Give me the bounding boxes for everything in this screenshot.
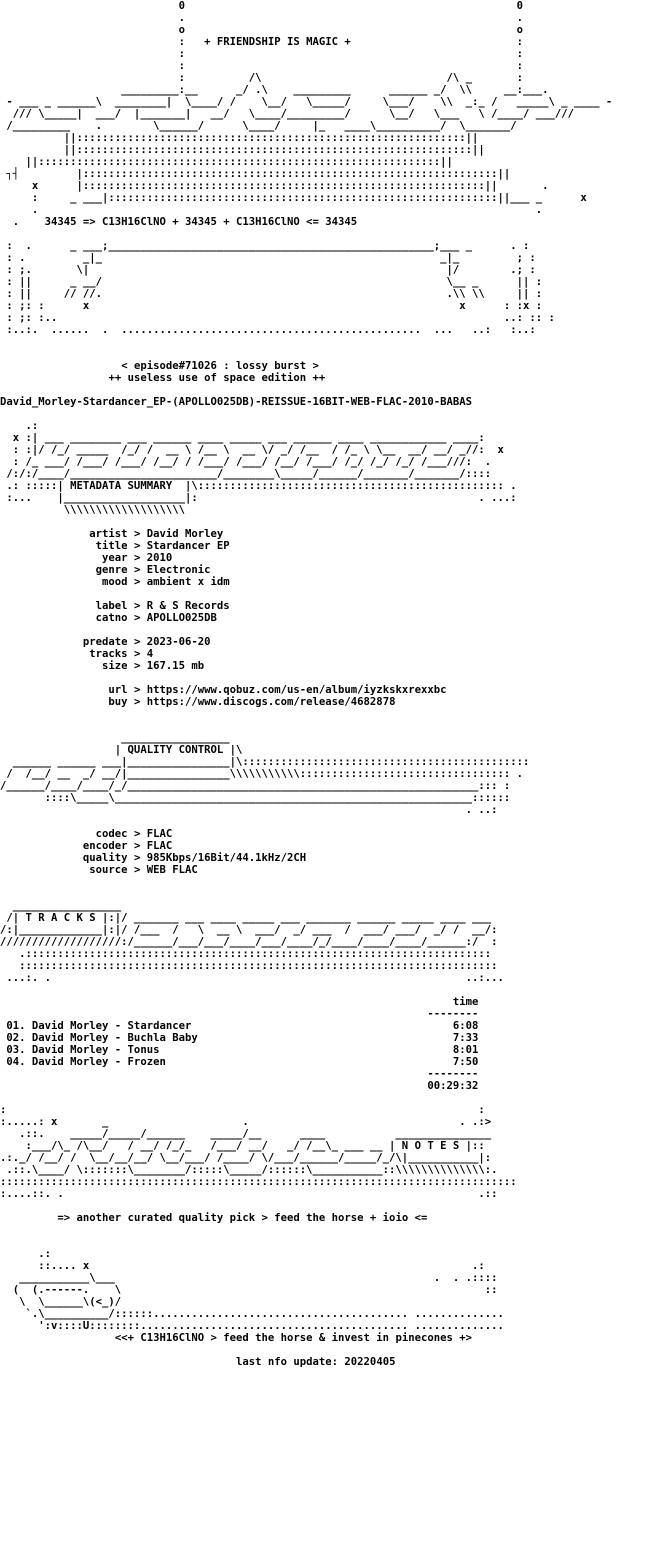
metadata-key: year	[31, 552, 128, 564]
quality-key: quality	[31, 852, 128, 864]
track-time: 6:08	[452, 1020, 479, 1032]
header-art: 0 0 . . o o : + FRIENDSHIP IS MAGIC + : : : : : : /\ /\ _ : _________:__ _/ .\ _________ ______ _/ \\ __:___. - ___ _ ______\ ________| \____/ / \__/ \_____/ \___/ \\ _:_ / _____\ _ ____ - /// \_____| ___/ |_______| __/ \____/_________/ \__/ \___ \ /____/ ___/// /_________ . \______/ \____/ |_ ____\__________/ \_______/ ||:::::::::::::::::::::::::::::::::::::::::::::::::::::::::::::|| ||::::::::::::::::::::::::::::::::::::::::::::::::::::::::::::::||	[6, 0, 613, 156]
metadata-row: url > https://www.qobuz.com/us-en/album/iyzkskxrexxbc	[31, 684, 447, 696]
track-title: 02. David Morley - Buchla Baby	[0, 1032, 453, 1044]
metadata-row: size > 167.15 mb	[31, 660, 205, 672]
track-row	[0, 1056, 478, 1068]
metadata-value[interactable]: https://www.discogs.com/release/4682878	[146, 696, 396, 708]
track-row	[0, 1044, 478, 1056]
quality-value: 985Kbps/16Bit/44.1kHz/2CH	[146, 852, 307, 864]
metadata-row: mood > ambient x idm	[31, 576, 230, 588]
metadata-key: catno	[31, 612, 128, 624]
metadata-header-art: .: x :| ___ ________ ___ ______ ____ _____ ___ ______ ____ ____________ ____: : :|/ /_/ _____ /_/ / __ \ /__ \ __ \/ _/ /__ / /_ \ \__ __/ __/ _//: x : /_ ___/ /___/ /___/ /__/ / /___/ /___/ /__/ /___/ /_/ /_/ /_/ /___///: . /:/:/____/_______________________/________\_____/______/_______/_______/:::: .: :::::| METADATA SUMMARY |\:::::::::::::::::::::::::::::::::::::::::::::::: . :... |___________________|: . ...: \\\\\\\\\\\\\\\\\\\	[6, 420, 517, 516]
metadata-key: size	[31, 660, 128, 672]
metadata-key: tracks	[31, 648, 128, 660]
episode-label: < episode#71026 : lossy burst >	[121, 360, 319, 372]
metadata-value: Stardancer EP	[146, 540, 230, 552]
track-title: 03. David Morley - Tonus	[0, 1044, 453, 1056]
tracks-header-art: _________________ /| T R A C K S |:|/ _______ ___ ____ _____ ___ _______ ______ _____ ____ ___ /:|_____________|:|/ /___ / \ __ \ ___/ _/ ___ / ___/ ___/ _/ / __/: ///////////////////:/______/___/___/____/___/____/_/____/____/____/______:/ : .::::::::::::::::::::::::::::::::::::::::::::::::::::::::::::::::::::::::: ::::::::::::::::::::::::::::::::::::::::::::::::::::::::::::::::::::::::::: ...:. . ..:...	[0, 900, 504, 984]
metadata-value: Electronic	[146, 564, 211, 576]
metadata-row: artist > David Morley	[31, 528, 224, 540]
release-name: David_Morley-Stardancer_EP-(APOLLO025DB)-REISSUE-16BIT-WEB-FLAC-2010-BABAS	[0, 396, 472, 408]
metadata-row: buy > https://www.discogs.com/release/4682878	[31, 696, 396, 708]
quality-header-art: _________________ | QUALITY CONTROL |\ ______ ______ ___|________________|\::::::::::::::::::::::::::::::::::::::::::::: / /__/ __ _/ __/|________________\\\\\\\\\\\::::::::::::::::::::::::::::::::: . /______/____/____/_/_______________________________________________________::: : ::::\_____\________________________________________________________:::::: . ..:	[0, 732, 530, 816]
metadata-row: predate > 2023-06-20	[31, 636, 211, 648]
notes-text: => another curated quality pick > feed the horse + ioio <=	[57, 1212, 428, 1224]
metadata-row: year > 2010	[31, 552, 173, 564]
metadata-value: 2023-06-20	[146, 636, 211, 648]
metadata-value[interactable]: https://www.qobuz.com/us-en/album/iyzkskxrexxbc	[146, 684, 447, 696]
metadata-value: ambient x idm	[146, 576, 230, 588]
metadata-value: 2010	[146, 552, 173, 564]
last-update: last nfo update: 20220405	[236, 1356, 396, 1368]
quality-key: source	[31, 864, 128, 876]
tracklist: time -------- 01. David Morley - Stardancer 6:08 02. David Morley - Buchla Baby 7:33 03. David Morley - Tonus 8:01 04. David Morley - Frozen 7:50 -------- 00:29:32	[0, 996, 479, 1092]
metadata-key: genre	[31, 564, 128, 576]
track-time: 7:33	[452, 1032, 479, 1044]
quality-row: quality > 985Kbps/16Bit/44.1kHz/2CH	[31, 852, 307, 864]
metadata-key: url	[31, 684, 128, 696]
quality-row: encoder > FLAC	[31, 840, 173, 852]
metadata-value: R & S Records	[146, 600, 230, 612]
metadata-key: predate	[31, 636, 128, 648]
quality-value: FLAC	[146, 840, 173, 852]
metadata-row: label > R & S Records	[31, 600, 230, 612]
metadata-key: artist	[31, 528, 128, 540]
time-header: time	[0, 996, 479, 1008]
tagline: ++ useless use of space edition ++	[108, 372, 326, 384]
quality-key: codec	[31, 828, 128, 840]
metadata-value: APOLLO025DB	[146, 612, 217, 624]
metadata-key: label	[31, 600, 128, 612]
metadata-row: genre > Electronic	[31, 564, 211, 576]
track-row	[0, 1032, 478, 1044]
formula-line: . 34345 => C13H16ClNO + 34345 + C13H16ClNO <= 34345	[0, 216, 358, 228]
quality-row: source > WEB FLAC	[31, 864, 198, 876]
metadata-list	[0, 528, 648, 708]
track-title: 04. David Morley - Frozen	[0, 1056, 453, 1068]
metadata-value: David Morley	[146, 528, 224, 540]
header-frame-bottom-art: : . _ ___;___________________________________________________;___ _ . : : . _|_ _|_ ; : : ;. \| |/ .; : : || _ __/ \__ _ || : : || // //. .\\ \\ || : : ;: : x x : :x : : ;: :.. ..: :: : :..:. ...... . ............................................... ... ..: :..:	[6, 240, 555, 336]
track-time: 8:01	[452, 1044, 479, 1056]
notes-header-art: : : :.....: x _ . . .:> .::. _____/_____/______ _____/__ ____ _______________ :___/\_ /\__/ / __/ /_/_ /___/ __/ _/ /__\_ ___ __ | N O T E S |:: .:._/ /__/ / \__/__/__/ \__/___/ /____/ \/___/______/_____/_/\|___________|: .::.\____/ \:::::::\________/:::::\_____/::::::\___________::\\\\\\\\\\\\\\:. ::::::::::::::::::::::::::::::::::::::::::::::::::::::::::::::::::::::::::::::::: :....::. . .::	[0, 1104, 517, 1200]
quality-value: WEB FLAC	[146, 864, 198, 876]
metadata-row: tracks > 4	[31, 648, 154, 660]
track-title: 01. David Morley - Stardancer	[0, 1020, 453, 1032]
track-row	[0, 1020, 478, 1032]
footer-art: .: ::.... x .: ___________\___ . . .:::: ( (.------. \ :: \ \______\(<_)/ `.\__________/::::::........................................ .............. ':v::::U::::::::.......................................... ..............	[12, 1248, 504, 1332]
quality-list	[0, 828, 648, 876]
total-time: 00:29:32	[0, 1080, 479, 1092]
metadata-row: catno > APOLLO025DB	[31, 612, 217, 624]
footer-slogan: <<+ C13H16ClNO > feed the horse & invest in pinecones +>	[114, 1332, 472, 1344]
header-frame-art: ||:::::::::::::::::::::::::::::::::::::::::::::::::::::::::::::::|| ┐┤ |:::::::::::::::::::::::::::::::::::::::::::::::::::::::::::::::::|| x |:::::::::::::::::::::::::::::::::::::::::::::::::::::::::::::::|| . : _ ___|:::::::::::::::::::::::::::::::::::::::::::::::::::::::::::::||___ _ x . .	[6, 156, 587, 216]
quality-value: FLAC	[146, 828, 173, 840]
metadata-key: title	[31, 540, 128, 552]
metadata-key: mood	[31, 576, 128, 588]
metadata-value: 167.15 mb	[146, 660, 205, 672]
track-time: 7:50	[452, 1056, 479, 1068]
metadata-key: buy	[31, 696, 128, 708]
metadata-value: 4	[146, 648, 154, 660]
metadata-row: title > Stardancer EP	[31, 540, 230, 552]
quality-key: encoder	[31, 840, 128, 852]
quality-row: codec > FLAC	[31, 828, 173, 840]
